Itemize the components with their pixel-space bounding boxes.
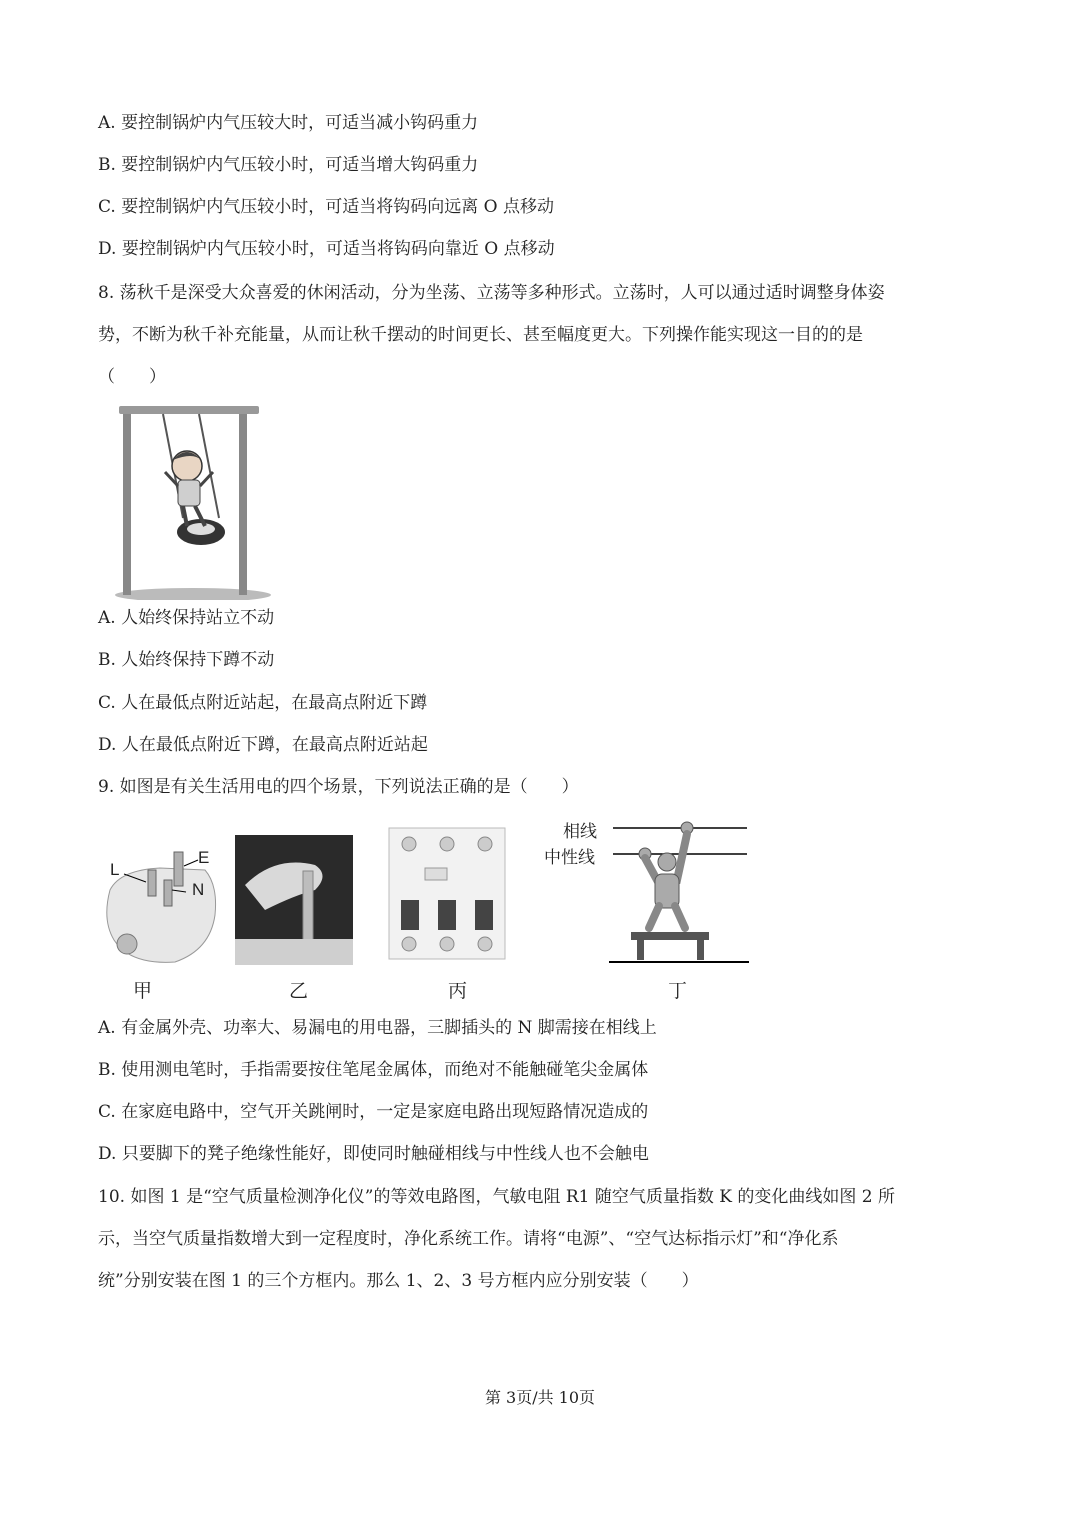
breaker-switch-2 — [438, 900, 456, 930]
child-body — [178, 480, 200, 506]
breaker-screw-6 — [478, 937, 492, 951]
q9-option-c: C. 在家庭电路中，空气开关跳闸时，一定是家庭电路出现短路情况造成的 — [98, 1102, 649, 1122]
breaker-screw-3 — [478, 837, 492, 851]
q7-option-c: C. 要控制锅炉内气压较小时，可适当将钩码向远离 O 点移动 — [98, 197, 554, 217]
plug-pin-l — [148, 870, 156, 896]
q7-option-b: B. 要控制锅炉内气压较小时，可适当增大钩码重力 — [98, 155, 479, 175]
plug-label-n: N — [192, 880, 205, 899]
plug-pin-n — [164, 880, 172, 906]
breaker-screw-1 — [402, 837, 416, 851]
breaker-switch-1 — [401, 900, 419, 930]
swing-illustration — [115, 400, 275, 600]
q7-option-a: A. 要控制锅炉内气压较大时，可适当减小钩码重力 — [98, 113, 479, 133]
caption-bing: 丙 — [448, 980, 468, 1002]
tire-hole — [187, 523, 215, 535]
q10-stem-line1: 10. 如图 1 是“空气质量检测净化仪”的等效电路图，气敏电阻 R1 随空气质量指数 K 的变化曲线如图 2 所 — [98, 1187, 895, 1207]
swing-left-post — [123, 410, 131, 595]
breaker-label — [425, 868, 447, 880]
caption-yi: 乙 — [289, 980, 309, 1002]
q9-option-d: D. 只要脚下的凳子绝缘性能好，即使同时触碰相线与中性线人也不会触电 — [98, 1144, 649, 1164]
q8-option-d: D. 人在最低点附近下蹲，在最高点附近站起 — [98, 735, 428, 755]
q9-option-b: B. 使用测电笔时，手指需要按住笔尾金属体，而绝对不能触碰笔尖金属体 — [98, 1060, 649, 1080]
q9-stem: 9. 如图是有关生活用电的四个场景，下列说法正确的是（ ） — [98, 777, 579, 797]
wire-label-neutral: 中性线 — [544, 848, 595, 867]
plug-pin-e — [174, 852, 183, 886]
grass-patch — [115, 588, 271, 600]
circuit-breaker-figure — [387, 826, 507, 961]
page-footer: 第 3页/共 10页 — [484, 1388, 596, 1407]
breaker-screw-2 — [440, 837, 454, 851]
q8-stem-line2: 势，不断为秋千补充能量，从而让秋千摆动的时间更长、甚至幅度更大。下列操作能实现这一目的的是 — [98, 325, 863, 345]
wire-label-live: 相线 — [563, 822, 597, 841]
test-pen-photo — [235, 835, 353, 965]
q8-option-a: A. 人始终保持站立不动 — [98, 608, 275, 628]
q9-option-a: A. 有金属外壳、功率大、易漏电的用电器，三脚插头的 N 脚需接在相线上 — [98, 1018, 657, 1038]
q8-option-c: C. 人在最低点附近站起，在最高点附近下蹲 — [98, 693, 428, 713]
breaker-screw-4 — [402, 937, 416, 951]
q8-stem-line1: 8. 荡秋千是深受大众喜爱的休闲活动，分为坐荡、立荡等多种形式。立荡时，人可以通过适时调整身体姿 — [98, 283, 885, 303]
plug-label-e-leader — [184, 860, 198, 866]
stool-leg-left — [637, 940, 644, 960]
plug-cord-hole — [117, 934, 137, 954]
child-leg-left — [183, 506, 187, 526]
electrocution-figure — [605, 818, 750, 968]
stool-leg-right — [697, 940, 704, 960]
swing-top-bar — [119, 406, 259, 414]
plug-label-e: E — [198, 848, 210, 867]
breaker-switch-3 — [475, 900, 493, 930]
person-head — [658, 853, 676, 871]
q8-stem-line3: （ ） — [98, 367, 166, 387]
q7-option-d: D. 要控制锅炉内气压较小时，可适当将钩码向靠近 O 点移动 — [98, 239, 555, 259]
stool-top — [631, 932, 709, 940]
caption-jia: 甲 — [133, 980, 153, 1002]
caption-ding: 丁 — [668, 980, 688, 1002]
q10-stem-line2: 示，当空气质量指数增大到一定程度时，净化系统工作。请将“电源”、“空气达标指示灯”和“净化系 — [98, 1229, 839, 1249]
plug-label-l: L — [110, 860, 120, 879]
socket-panel — [235, 939, 353, 965]
person-legs — [649, 906, 685, 928]
q8-option-b: B. 人始终保持下蹲不动 — [98, 650, 275, 670]
breaker-screw-5 — [440, 937, 454, 951]
q10-stem-line3: 统”分别安装在图 1 的三个方框内。那么 1、2、3 号方框内应分别安装（ ） — [98, 1271, 699, 1291]
swing-right-post — [239, 410, 247, 595]
